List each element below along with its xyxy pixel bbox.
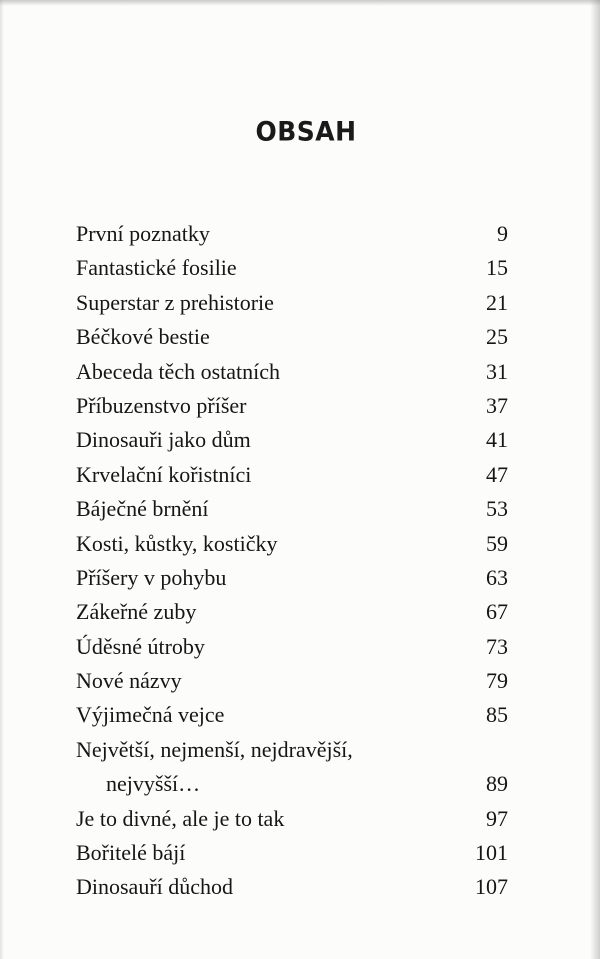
toc-entry <box>76 698 508 732</box>
toc-entry-title: Zákeřné zuby <box>76 599 197 625</box>
toc-entry <box>76 389 508 423</box>
toc-entry <box>76 733 508 802</box>
toc-entry-page: 53 <box>486 496 508 522</box>
toc-entry-page: 41 <box>486 427 508 453</box>
toc-entry-page: 89 <box>486 771 508 797</box>
toc-entry-title: Příšery v pohybu <box>76 564 227 590</box>
toc-entry-page: 37 <box>486 392 508 418</box>
toc-entry <box>76 492 508 526</box>
toc-entry-page: 101 <box>475 840 508 866</box>
toc-entry-title: Krvelační kořistníci <box>76 461 252 487</box>
toc-entry <box>76 286 508 320</box>
toc-entry-second-line <box>76 767 508 801</box>
toc-entry-page: 31 <box>486 358 508 384</box>
toc-entry <box>76 664 508 698</box>
toc-entry <box>76 423 508 457</box>
toc-entry-title: Fantastické fosilie <box>76 255 237 281</box>
toc-entry-page: 107 <box>475 874 508 900</box>
toc-entry-page: 85 <box>486 702 508 728</box>
toc-entry-title: Je to divné, ale je to tak <box>76 805 285 831</box>
toc-entry <box>76 527 508 561</box>
toc-entry-title: Výjimečná vejce <box>76 702 225 728</box>
toc-entry-page: 67 <box>486 599 508 625</box>
toc-entry-title: Bořitelé bájí <box>76 840 186 866</box>
table-of-contents <box>76 217 508 905</box>
toc-entry-page: 25 <box>486 324 508 350</box>
toc-entry <box>76 355 508 389</box>
toc-entry-title: Abeceda těch ostatních <box>76 358 281 384</box>
page-title: OBSAH <box>255 116 357 147</box>
toc-entry <box>76 630 508 664</box>
toc-entry <box>76 251 508 285</box>
toc-entry-title: Báječné brnění <box>76 496 209 522</box>
toc-entry <box>76 802 508 836</box>
toc-entry <box>76 458 508 492</box>
toc-entry-page: 63 <box>486 564 508 590</box>
scan-shadow-top <box>0 0 600 6</box>
toc-entry-page: 73 <box>486 633 508 659</box>
toc-entry-title: Béčkové bestie <box>76 324 210 350</box>
toc-entry-page: 97 <box>486 805 508 831</box>
toc-entry-page: 59 <box>486 530 508 556</box>
toc-entry-title: Dinosauři jako dům <box>76 427 251 453</box>
toc-entry <box>76 870 508 904</box>
toc-entry-title: Kosti, kůstky, kostičky <box>76 530 278 556</box>
toc-entry-page: 79 <box>486 668 508 694</box>
toc-entry-page: 21 <box>486 289 508 315</box>
toc-entry-title-line1: Největší, nejmenší, nejdravější, <box>76 736 353 762</box>
toc-entry <box>76 320 508 354</box>
toc-entry-title: Nové názvy <box>76 668 182 694</box>
toc-entry-title: První poznatky <box>76 221 210 246</box>
toc-entry <box>76 217 508 251</box>
toc-entry-title-line2: nejvyšší… <box>106 771 201 797</box>
toc-entry-title: Úděsné útroby <box>76 633 205 659</box>
toc-entry-page: 15 <box>486 255 508 281</box>
toc-entry-page: 9 <box>497 221 508 246</box>
toc-entry <box>76 836 508 870</box>
toc-entry-page: 47 <box>486 461 508 487</box>
toc-entry-title: Dinosauří důchod <box>76 874 234 900</box>
toc-entry <box>76 561 508 595</box>
toc-entry-title: Superstar z prehistorie <box>76 289 274 315</box>
toc-entry-title: Příbuzenstvo příšer <box>76 392 247 418</box>
toc-entry <box>76 595 508 629</box>
